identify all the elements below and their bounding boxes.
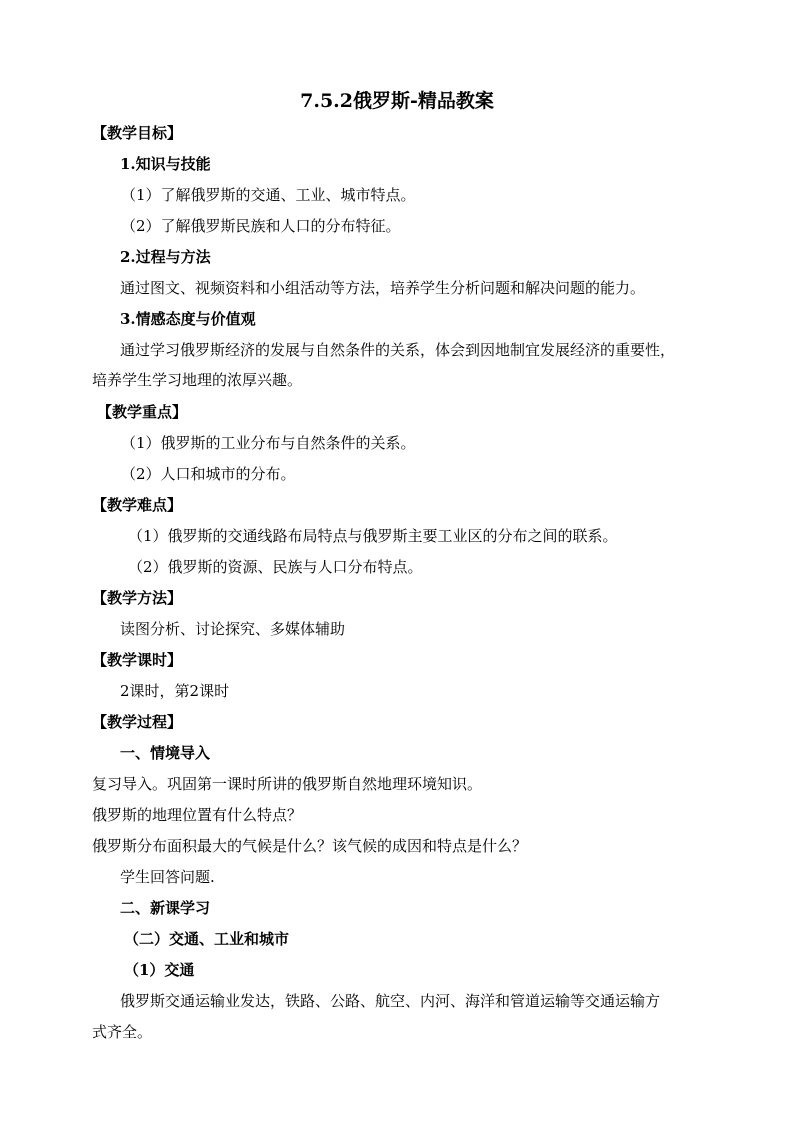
heading-teaching-focus: 【教学重点】: [97, 403, 188, 421]
review-intro-text: 复习导入。巩固第一课时所讲的俄罗斯自然地理环境知识。: [92, 775, 483, 793]
attitude-text-line-1: 通过学习俄罗斯经济的发展与自然条件的关系，体会到因地制宜发展经济的重要性，: [120, 341, 676, 359]
subsection-transport: （1）交通: [124, 961, 195, 979]
methods-text: 读图分析、讨论探究、多媒体辅助: [120, 620, 346, 638]
hours-text: 2课时，第2课时: [120, 682, 230, 700]
question-1: 俄罗斯的地理位置有什么特点？: [92, 806, 303, 824]
question-2: 俄罗斯分布面积最大的气候是什么？该气候的成因和特点是什么？: [92, 837, 528, 855]
heading-teaching-methods: 【教学方法】: [92, 589, 183, 607]
subsection-transport-industry-cities: （二）交通、工业和城市: [124, 930, 290, 948]
process-text: 通过图文、视频资料和小组活动等方法，培养学生分析问题和解决问题的能力。: [120, 279, 646, 297]
focus-item-1: （1）俄罗斯的工业分布与自然条件的关系。: [121, 434, 416, 452]
difficulty-item-1: （1）俄罗斯的交通线路布局特点与俄罗斯主要工业区的分布之间的联系。: [128, 527, 618, 545]
heading-teaching-process: 【教学过程】: [92, 713, 183, 731]
document-title: 7.5.2俄罗斯-精品教案: [300, 90, 494, 112]
focus-item-2: （2）人口和城市的分布。: [121, 465, 296, 483]
transport-text-line-1: 俄罗斯交通运输业发达，铁路、公路、航空、内河、海洋和管道运输等交通运输方: [120, 992, 661, 1010]
transport-text-line-2: 式齐全。: [92, 1023, 153, 1041]
student-answer-text: 学生回答问题.: [120, 868, 215, 886]
heading-teaching-difficulty: 【教学难点】: [92, 496, 183, 514]
section-scenario-intro: 一、情境导入: [120, 744, 211, 762]
heading-teaching-hours: 【教学课时】: [92, 651, 183, 669]
subheading-attitude-values: 3.情感态度与价值观: [120, 310, 256, 328]
subheading-knowledge-skills: 1.知识与技能: [120, 155, 211, 173]
goal-item-2: （2）了解俄罗斯民族和人口的分布特征。: [121, 217, 401, 235]
heading-teaching-goals: 【教学目标】: [92, 124, 183, 142]
goal-item-1: （1）了解俄罗斯的交通、工业、城市特点。: [121, 186, 416, 204]
attitude-text-line-2: 培养学生学习地理的浓厚兴趣。: [92, 371, 303, 389]
subheading-process-methods: 2.过程与方法: [120, 248, 211, 266]
section-new-lesson: 二、新课学习: [120, 899, 211, 917]
difficulty-item-2: （2）俄罗斯的资源、民族与人口分布特点。: [128, 558, 423, 576]
